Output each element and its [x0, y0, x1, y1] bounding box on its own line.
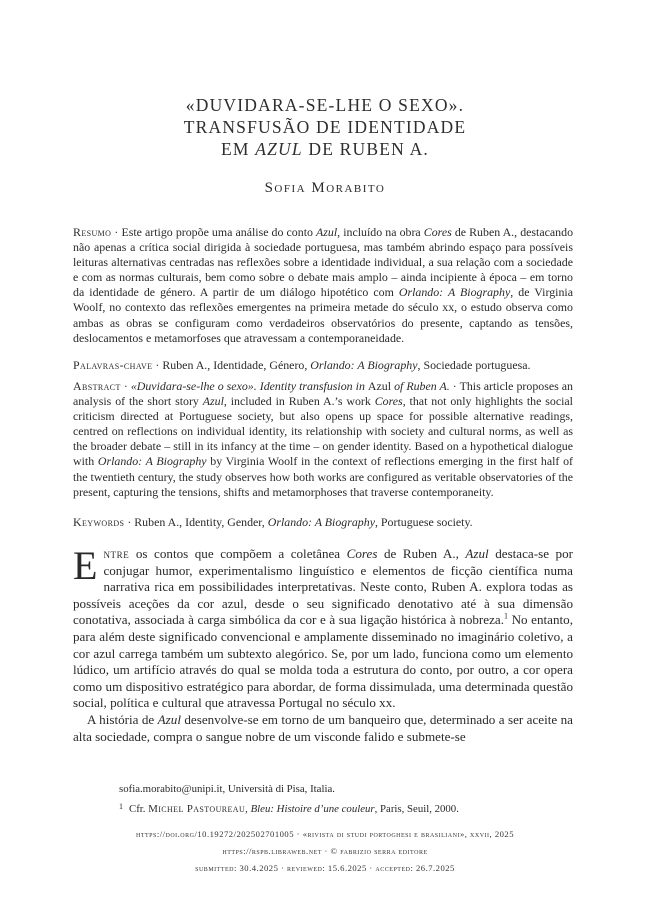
keywords-en-label: Keywords [73, 515, 125, 529]
footnote-ref-1[interactable]: 1 [504, 612, 508, 622]
title-line-3-post: DE RUBEN A. [302, 139, 430, 159]
resumo-sep: · [111, 225, 122, 239]
abstract-text-1: This article proposes an analysis of the short story [73, 379, 573, 409]
footnotes [73, 781, 573, 818]
footer-dates-line: submitted: 30.4.2025 · reviewed: 15.6.2025 · accepted: 26.7.2025 [195, 863, 455, 873]
p1-text-1: os contos que compõem a coletânea [129, 546, 347, 561]
page-footer [0, 826, 650, 877]
footer-doi-line[interactable]: https://doi.org/10.19272/202502701005 · «rivista di studi portoghesi e brasiliani», xxvii, 2025 [135, 829, 515, 839]
abstract-italic-3: Orlando: A Biography [97, 454, 207, 469]
footnote-author: Michel Pastoureau [148, 803, 246, 815]
keywords-pt-sep: · [152, 358, 163, 372]
p1-italic-1: Cores [346, 546, 378, 561]
resumo-text-3: de Ruben A., destacando não apenas a crítica social dirigida à sociedade portuguesa, mas também abrindo espaço para possíveis leituras alternativas centradas nas reflexões sobre a identidade individual, a sua relação com a sociedade e com as normas culturais, bem como sobre o debate mais amplo – ainda incipiente à época – em torno da identidade de género. A partir de um diálogo hipotético com [73, 225, 574, 300]
resumo-italic-3: Orlando: A Biography [398, 285, 511, 300]
abstract-sep-2: · [449, 379, 460, 393]
p1-italic-2: Azul [465, 546, 489, 561]
p2-italic-1: Azul [157, 711, 181, 727]
footnote-1 [73, 798, 573, 818]
keywords-pt-italic: Orlando: A Biography [310, 358, 418, 372]
abstract-text-2: , included in Ruben A.’s work [223, 394, 375, 409]
keywords-en [73, 515, 573, 530]
abstract-italic-1: Azul [202, 394, 224, 409]
title-line-3 [0, 138, 650, 160]
abstract-text-3: , that not only highlights the social criticism directed at Portuguese society, but also opens up space for possible alternative readings, centred on reflections on individual identity, its relationship with society and cultural norms, as well as the broader debate – still in its infancy at the time – on gender identity. Based on a hypothetical dialogue with [73, 394, 573, 469]
abstract-italic-2: Cores [374, 394, 403, 409]
resumo-italic-1: Azul [316, 225, 338, 239]
drop-cap: E [73, 543, 98, 588]
abstract-sep: · [120, 379, 131, 393]
footnote-text-1: Cfr. [129, 803, 149, 815]
footnote-text-3: , Paris, Seuil, 2000. [374, 803, 459, 815]
p1-text-4: No entanto, para além deste significado convencional e amplamente disseminado no imaginário coletivo, a cor azul carrega também um subtexto alegórico. Se, por um lado, funciona como um elemento lúdico, um artifício através do qual se molda toda a estrutura do conto, por outro, a cor opera como um dispositivo estratégico para abordar, de forma dissimulada, uma determinada questão social, política e cultural que atravessa Portugal no século xx. [73, 612, 573, 711]
resumo-label: Resumo [73, 225, 112, 239]
resumo-text-2: , incluído na obra [337, 225, 424, 239]
keywords-pt-text-1: Ruben A., Identidade, Género, [162, 358, 311, 372]
body-paragraph-2 [73, 712, 573, 745]
abstract-title-c: of Ruben A. [391, 379, 450, 393]
footnote-text-2: , [245, 803, 251, 815]
author-name: Sofia Morabito [264, 180, 386, 196]
p1-text-2: de Ruben A., [377, 546, 466, 561]
keywords-pt [73, 358, 573, 373]
title-line-3-pre: EM [220, 139, 256, 159]
keywords-pt-text-2: , Sociedade portuguesa. [417, 358, 531, 372]
resumo-paragraph [73, 225, 573, 346]
abstract-title-a: «Duvidara-se-lhe o sexo». Identity transfusion in [130, 379, 368, 393]
abstract-paragraph [73, 379, 573, 500]
keywords-pt-label: Palavras-chave [73, 358, 153, 372]
footer-url-line[interactable]: https://rspb.libraweb.net · © fabrizio serra editore [222, 846, 428, 856]
title-line-1: «DUVIDARA-SE-LHE O SEXO». [185, 95, 465, 115]
affiliation-note: sofia.morabito@unipi.it, Università di Pisa, Italia. [119, 783, 335, 795]
footnote-book-title: Bleu: Histoire d’une couleur [250, 803, 375, 815]
lead-small-caps: ntre [103, 546, 130, 561]
keywords-en-sep: · [124, 515, 135, 529]
resumo-italic-2: Cores [423, 225, 452, 239]
article-title [0, 94, 650, 160]
keywords-en-text-2: , Portuguese society. [374, 515, 473, 529]
keywords-en-text-1: Ruben A., Identity, Gender, [134, 515, 268, 529]
keywords-en-italic: Orlando: A Biography [267, 515, 375, 529]
resumo-text-4: , de Virginia Woolf, no contexto das reflexões emergentes na primeira metade do século xx, o estudo observa como ambas as obras se configuram como verdadeiros observatórios do presente, captando as tensões, deslocamentos e metamorfoses que atravessam a contemporaneidade. [73, 285, 573, 345]
title-line-2: TRANSFUSÃO DE IDENTIDADE [183, 117, 467, 137]
body-paragraph-1 [73, 543, 573, 712]
resumo-text-1: Este artigo propõe uma análise do conto [121, 225, 317, 239]
p1-text-3: destaca-se por conjugar humor, experimentalismo linguístico e elementos de ficção científica numa narrativa rica em possibilidades interpretativas. Neste conto, Ruben A. explora todas as possíveis aceções da cor azul, desde o seu significado denotativo até à sua dimensão conotativa, associada à carga simbólica da cor e à sua ligação histórica à nobreza. [73, 546, 573, 628]
title-line-3-italic: AZUL [255, 139, 303, 159]
abstract-text-4: by Virginia Woolf in the context of reflections emerging in the first half of the twentieth century, the study observes how both works are configured as veritable observatories of the present, capturing the tensions, shifts and metamorphoses that traverse contemporaneity. [73, 454, 573, 499]
abstract-title-b: Azul [367, 379, 392, 393]
footnote-number: 1 [119, 802, 123, 811]
p2-text-1: A história de [87, 711, 158, 727]
body-text [73, 543, 573, 745]
abstract-label: Abstract [73, 379, 121, 393]
p2-text-2: desenvolve-se em torno de um banqueiro que, determinado a ser aceite na alta sociedade, compra o sangue nobre de um visconde falido e submete-se [73, 711, 573, 744]
